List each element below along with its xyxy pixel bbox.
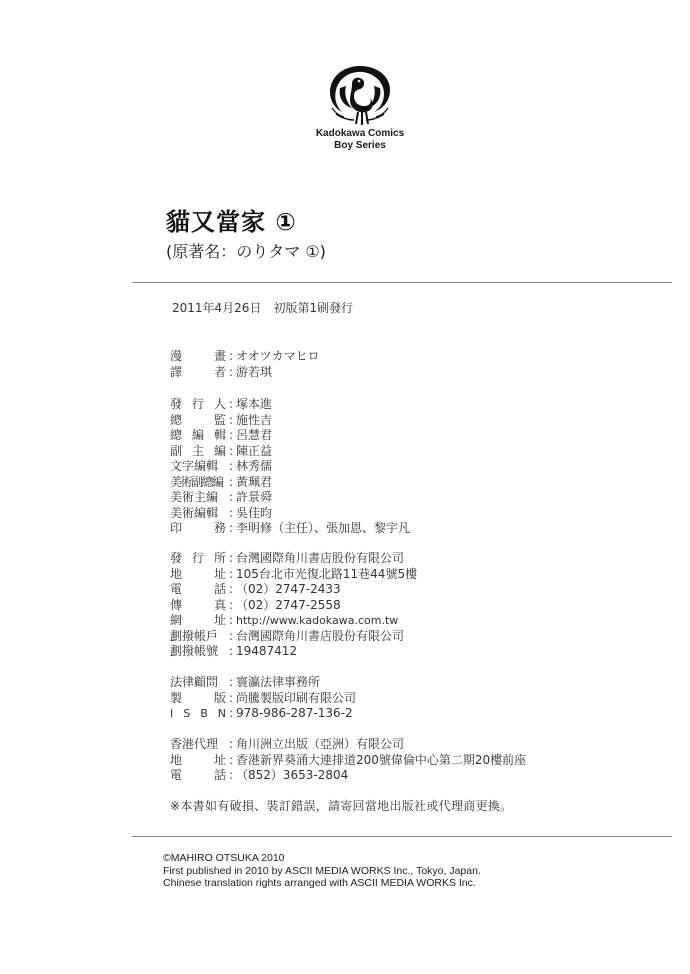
book-title: 貓又當家 ① xyxy=(166,208,297,236)
staff-row: 總 監 : 施性吉 xyxy=(170,412,273,427)
staff-row: 總 編 輯 : 呂慧君 xyxy=(170,428,273,442)
imprint-line-1: Kadokawa Comics xyxy=(315,128,405,139)
website-link[interactable]: http://www.kadokawa.com.tw xyxy=(236,614,399,627)
imprint-line-2: Boy Series xyxy=(334,140,386,151)
first-published-line: First published in 2010 by ASCII MEDIA WORKS Inc., Tokyo, Japan. xyxy=(163,864,481,877)
translation-rights-line: Chinese translation rights arranged with ASCII MEDIA WORKS Inc. xyxy=(163,877,476,889)
credit-value: オオツカマヒロ xyxy=(236,349,320,363)
publisher-block xyxy=(170,551,417,660)
isbn-value: 978-986-287-136-2 xyxy=(236,706,353,720)
credit-row: 漫 畫 : オオツカマヒロ xyxy=(170,349,320,363)
staff-row: 副 主 編 : 陳正益 xyxy=(170,443,273,458)
credit-label: 漫 畫 xyxy=(170,349,226,363)
credit-value: 游若琪 xyxy=(236,364,273,379)
credit-label: 譯 者 xyxy=(170,364,226,379)
publisher-row: 電 話 : （02）2747-2433 xyxy=(170,582,341,596)
staff-row: 文字編輯 : 林秀儒 xyxy=(170,459,273,473)
credits-block xyxy=(170,349,320,380)
original-title: (原著名：のりタマ ①) xyxy=(166,242,326,261)
staff-block xyxy=(170,397,410,537)
publisher-row: 網 址 : http://www.kadokawa.com.tw xyxy=(170,613,399,627)
imprint-label xyxy=(300,128,420,152)
publisher-row: 傳 真 : （02）2747-2558 xyxy=(170,597,341,612)
hongkong-block xyxy=(170,737,526,784)
copyright-line: ©MAHIRO OTSUKA 2010 xyxy=(163,852,285,864)
copyright-block xyxy=(163,852,481,890)
staff-row: 美術主編 : 許景舜 xyxy=(170,490,273,504)
staff-row: 印 務 : 李明修（主任）、張加恩、黎宇凡 xyxy=(170,521,411,535)
divider-bottom xyxy=(132,836,672,837)
publisher-row: 劃撥帳號 : 19487412 xyxy=(170,644,298,658)
hongkong-row: 香港代理 : 角川洲立出版（亞洲）有限公司 xyxy=(170,737,405,751)
divider-top xyxy=(132,282,672,283)
phoenix-emblem-icon xyxy=(322,62,398,132)
publisher-row: 地 址 : 105台北市光復北路11巷44號5樓 xyxy=(170,566,418,581)
credit-row: 譯 者 : 游若琪 xyxy=(170,364,273,379)
publication-date: 2011年4月26日 初版第1刷發行 xyxy=(172,301,354,315)
publisher-row: 發 行 所 : 台灣國際角川書店股份有限公司 xyxy=(170,551,405,565)
staff-row: 美術編輯 : 吳佳昀 xyxy=(170,505,273,520)
hongkong-row: 地 址 : 香港新界葵涌大連排道200號偉倫中心第二期20樓前座 xyxy=(170,752,527,767)
legal-row: 製 版 : 尚騰製版印刷有限公司 xyxy=(170,690,357,705)
staff-row: 發 行 人 : 塚本進 xyxy=(170,397,273,411)
legal-row: I S B N : 978-986-287-136-2 xyxy=(170,706,353,720)
legal-row: 法律顧問 : 寰瀛法律事務所 xyxy=(170,675,321,689)
replacement-notice: ※本書如有破損、裝訂錯誤，請寄回當地出版社或代理商更換。 xyxy=(170,799,513,813)
legal-block xyxy=(170,675,356,722)
staff-row: 美術副總編 : 黃珮君 xyxy=(170,474,273,489)
hongkong-row: 電 話 : （852）3653-2804 xyxy=(170,768,349,782)
publisher-row: 劃撥帳戶 : 台灣國際角川書店股份有限公司 xyxy=(170,628,405,643)
